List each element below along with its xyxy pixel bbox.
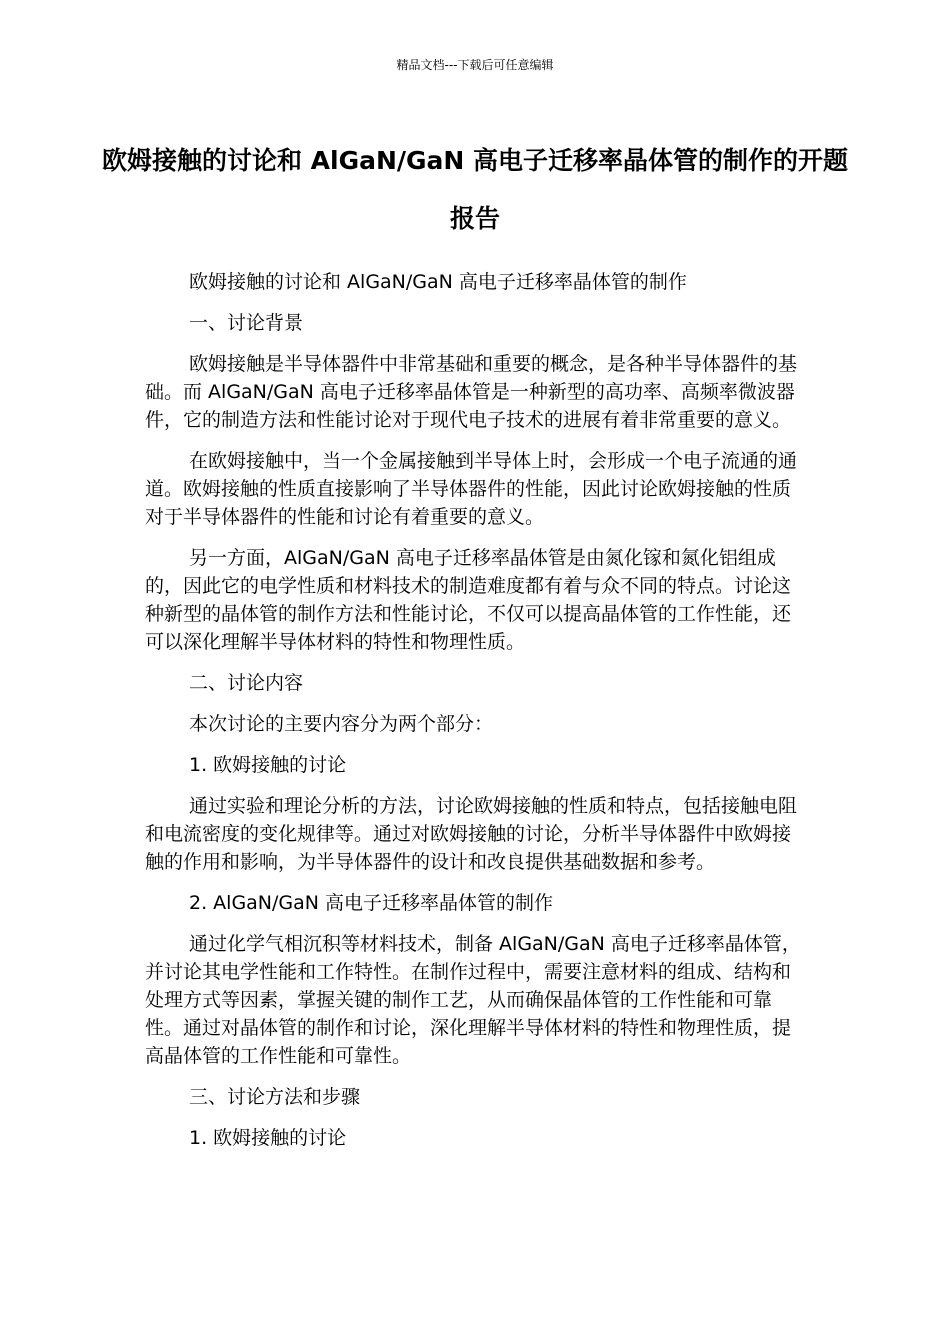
paragraph: 通过化学气相沉积等材料技术，制备 AlGaN/GaN 高电子迁移率晶体管，并讨论其电学性能和工作特性。在制作过程中，需要注意材料的组成、结构和处理方式等因素，掌握关键的制作工艺，从而确保晶体管的工作性能和可靠性。通过对晶体管的制作和讨论，深化理解半导体材料的特性和物理性质，提高晶体管的工作性能和可靠性。 — [145, 933, 801, 1067]
paragraph: 在欧姆接触中，当一个金属接触到半导体上时，会形成一个电子流通的通道。欧姆接触的性质直接影响了半导体器件的性能，因此讨论欧姆接触的性质对于半导体器件的性能和讨论有着重要的意义。 — [145, 450, 798, 528]
section-heading-background: 一、讨论背景 — [189, 312, 304, 334]
subheading-ohmic-method: 1. 欧姆接触的讨论 — [189, 1127, 347, 1149]
intro-line: 欧姆接触的讨论和 AlGaN/GaN 高电子迁移率晶体管的制作 — [189, 271, 687, 293]
paragraph: 通过实验和理论分析的方法，讨论欧姆接触的性质和特点，包括接触电阻和电流密度的变化规律等。通过对欧姆接触的讨论，分析半导体器件中欧姆接触的作用和影响，为半导体器件的设计和改良提供基础数据和参考。 — [145, 795, 798, 873]
subheading-ohmic: 1. 欧姆接触的讨论 — [189, 754, 347, 776]
page-header: 精品文档---下载后可任意编辑 — [396, 58, 554, 72]
section-heading-methods: 三、讨论方法和步骤 — [189, 1086, 361, 1108]
paragraph: 另一方面，AlGaN/GaN 高电子迁移率晶体管是由氮化镓和氮化铝组成的，因此它的电学性质和材料技术的制造难度都有着与众不同的特点。讨论这种新型的晶体管的制作方法和性能讨论，不仅可以提高晶体管的工作性能，还可以深化理解半导体材料的特性和物理性质。 — [145, 547, 792, 653]
document-body — [145, 268, 805, 1165]
paragraph: 本次讨论的主要内容分为两个部分： — [189, 713, 494, 735]
paragraph: 欧姆接触是半导体器件中非常基础和重要的概念，是各种半导体器件的基础。而 AlGaN/GaN 高电子迁移率晶体管是一种新型的高功率、高频率微波器件，它的制造方法和性能讨论对于现代电子技术的进展有着非常重要的意义。 — [145, 353, 798, 431]
subheading-hemt: 2. AlGaN/GaN 高电子迁移率晶体管的制作 — [189, 892, 554, 914]
section-heading-content: 二、讨论内容 — [189, 672, 304, 694]
document-title: 欧姆接触的讨论和 AlGaN/GaN 高电子迁移率晶体管的制作的开题报告 — [101, 146, 849, 233]
